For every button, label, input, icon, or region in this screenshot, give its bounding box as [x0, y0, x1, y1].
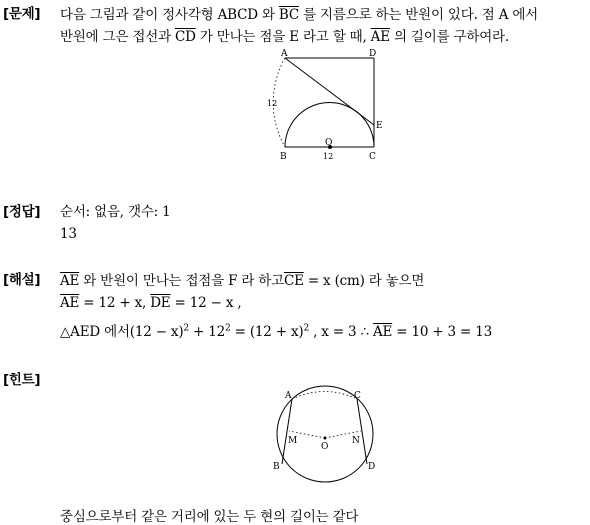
- explanation-text: = 12 + x,: [79, 295, 151, 311]
- segment-ae: $\overline{AE}$: [60, 295, 80, 311]
- hint-text: 중심으로부터 같은 거리에 있는 두 현의 길이는 같다: [60, 509, 359, 525]
- exponent: 2: [225, 323, 231, 334]
- segment-ae: $\overline{AE}$: [60, 273, 80, 289]
- hint-label-o: O: [321, 442, 329, 452]
- label-c: C: [369, 152, 376, 162]
- explanation-text: = 10 + 3 = 13: [392, 324, 492, 340]
- explanation-label: [해설]: [3, 272, 41, 288]
- problem-text: 다음 그림과 같이 정사각형 ABCD 와: [60, 7, 279, 23]
- problem-text: 반원에 그은 접선과: [60, 29, 176, 45]
- hint-label-n: N: [352, 436, 360, 446]
- problem-text: 를 지름으로 하는 반원이 있다. 점 A 에서: [299, 7, 539, 23]
- label-length-bottom: 12: [323, 152, 334, 161]
- segment-cd: $\overline{CD}$: [175, 29, 196, 45]
- explanation-text: = (12 + x): [230, 324, 304, 340]
- hint-label-d: D: [368, 462, 376, 472]
- exponent: 2: [183, 323, 189, 334]
- explanation-text: △AED 에서(12 − x): [60, 324, 184, 340]
- hint-label-c: C: [354, 391, 361, 401]
- answer-meta: 순서: 없음, 갯수: 1: [60, 204, 171, 220]
- segment-ae: $\overline{AE}$: [372, 324, 393, 340]
- hint-label-b: B: [273, 462, 280, 472]
- label-a: A: [281, 49, 288, 59]
- label-d: D: [369, 49, 377, 59]
- chord-ab: [282, 399, 292, 464]
- hint-center-o: [324, 437, 327, 440]
- answer-label: [정답]: [3, 204, 41, 220]
- hint-label-a: A: [285, 391, 292, 401]
- answer-value: 13: [60, 226, 77, 242]
- label-o: O: [325, 138, 333, 148]
- problem-text: 의 길이를 구하여라.: [389, 29, 509, 45]
- segment-bc: $\overline{BC}$: [278, 7, 300, 23]
- explanation-text: + 12: [188, 324, 226, 340]
- label-e: E: [376, 121, 383, 131]
- hint-label: [힌트]: [3, 372, 41, 388]
- explanation-text: 와 반원이 만나는 접점을 F 라 하고: [79, 273, 284, 289]
- hint-label-m: M: [288, 436, 298, 446]
- dotted-arc-ac: [292, 392, 357, 400]
- problem-text: 가 만나는 점을 E 라고 할 때,: [195, 29, 371, 45]
- explanation-text: = x (cm) 라 놓으면: [303, 273, 425, 289]
- exponent: 2: [303, 323, 309, 334]
- segment-ce: $\overline{CE}$: [283, 273, 304, 289]
- segment-de: $\overline{DE}$: [150, 295, 171, 311]
- explanation-text: = 12 − x ,: [170, 295, 242, 311]
- label-b: B: [280, 152, 287, 162]
- explanation-text: , x = 3 ∴: [309, 324, 373, 340]
- problem-label: [문제]: [3, 6, 41, 22]
- segment-ae: $\overline{AE}$: [370, 29, 390, 45]
- label-length-left: 12: [267, 99, 278, 108]
